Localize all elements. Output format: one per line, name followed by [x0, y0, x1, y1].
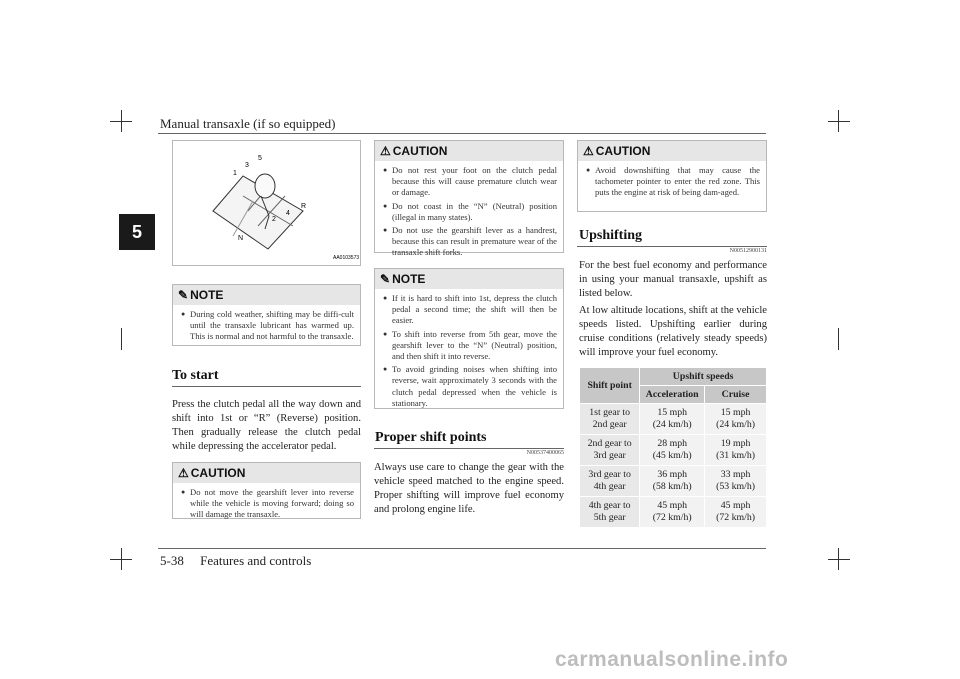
- table-header-acceleration: Acceleration: [640, 386, 705, 404]
- gear-label-1: 1: [233, 170, 237, 177]
- table-row: 3rd gear to 4th gear 36 mph (58 km/h) 33 mph (53 km/h): [580, 466, 767, 497]
- list-item: ● To shift into reverse from 5th gear, move the gearshift lever to the “N” (Neutral) position, and then shift it into reverse.: [383, 328, 557, 362]
- section-rule: [577, 246, 767, 247]
- gear-label-3: 3: [245, 162, 249, 169]
- proper-shift-paragraph: Always use care to change the gear with the vehicle speed matched to the engine speed. Proper shifting will improve fuel economy and prolong engine life.: [374, 462, 564, 515]
- section-rule: [172, 386, 361, 387]
- list-item: ● To avoid grinding noises when shifting into reverse, wait approximately 3 seconds with the clutch pedal depressed when the vehicle is stationary.: [383, 364, 557, 408]
- list-item: ● Do not move the gearshift lever into reverse while the vehicle is moving forward; doing so will damage the transaxle.: [181, 487, 354, 520]
- gear-label-n: N: [238, 235, 244, 242]
- warning-icon: ⚠: [178, 466, 189, 480]
- section-code: N00512900131: [729, 248, 767, 254]
- table-row: 4th gear to 5th gear 45 mph (72 km/h) 45 mph (72 km/h): [580, 497, 767, 528]
- chapter-tab: 5: [119, 214, 155, 250]
- gear-label-r: R: [301, 203, 307, 210]
- caution-box: [374, 140, 564, 258]
- table-header-upshift-speeds: Upshift speeds: [640, 368, 767, 386]
- page-footer: [160, 553, 311, 569]
- table-row: 1st gear to 2nd gear 15 mph (24 km/h) 15 mph (24 km/h): [580, 404, 767, 435]
- list-item: ● Do not use the gearshift lever as a handrest, because this can result in premature wear of the transaxle shift forks.: [383, 225, 557, 258]
- list-item: ● Do not rest your foot on the clutch pedal because this will cause premature clutch wear or damage.: [383, 165, 557, 198]
- list-item: ● Do not coast in the “N” (Neutral) position (illegal in many states).: [383, 200, 557, 222]
- caution-heading: ⚠ CAUTION: [578, 141, 766, 161]
- table-row: 2nd gear to 3rd gear 28 mph (45 km/h) 19 mph (31 km/h): [580, 435, 767, 466]
- list-item: ● During cold weather, shifting may be diffi-cult until the transaxle lubricant has warmed up. This is normal and not harmful to the transaxle.: [181, 309, 354, 342]
- pencil-icon: ✎: [380, 272, 391, 286]
- section-title-to-start: To start: [172, 368, 219, 383]
- page-title: Manual transaxle (if so equipped): [160, 116, 336, 131]
- gear-label-5: 5: [258, 155, 262, 162]
- footer-rule: [158, 548, 766, 549]
- figure-code: AA0103573: [333, 255, 360, 261]
- gearshift-diagram: [173, 141, 360, 265]
- caution-box: [577, 140, 767, 212]
- upshifting-paragraph-2: At low altitude locations, shift at the vehicle speeds listed. Upshifting earlier during cruise conditions (relatively steady speeds) will improve your fuel economy.: [579, 305, 767, 358]
- upshift-speeds-table: [579, 367, 767, 528]
- note-box: [172, 284, 361, 346]
- warning-icon: ⚠: [380, 144, 391, 158]
- section-title-proper-shift-points: Proper shift points: [375, 430, 487, 445]
- note-heading: ✎ NOTE: [173, 285, 360, 305]
- pencil-icon: ✎: [178, 288, 189, 302]
- upshifting-paragraph-1: For the best fuel economy and performance in using your manual transaxle, upshift as listed below.: [579, 260, 767, 299]
- caution-heading: ⚠ CAUTION: [173, 463, 360, 483]
- watermark: carmanualsonline.info: [555, 648, 789, 671]
- list-item: ● If it is hard to shift into 1st, depress the clutch pedal a second time; the shift will then be easier.: [383, 293, 557, 326]
- section-code: N00537400065: [526, 450, 564, 456]
- warning-icon: ⚠: [583, 144, 594, 158]
- list-item: ● Avoid downshifting that may cause the tachometer pointer to enter the red zone. This puts the engine at risk of being dam-aged.: [586, 165, 760, 198]
- footer-section: Features and controls: [200, 553, 312, 568]
- gear-label-2: 2: [272, 216, 276, 223]
- caution-heading: ⚠ CAUTION: [375, 141, 563, 161]
- note-box: [374, 268, 564, 409]
- header-rule: [158, 133, 766, 134]
- section-rule: [374, 448, 564, 449]
- caution-box: [172, 462, 361, 519]
- page-number: 5-38: [160, 553, 184, 568]
- gearshift-pattern-figure: [172, 140, 361, 266]
- section-title-upshifting: Upshifting: [579, 228, 643, 243]
- table-header-cruise: Cruise: [705, 386, 767, 404]
- table-header-shift-point: Shift point: [580, 368, 640, 404]
- note-heading: ✎ NOTE: [375, 269, 563, 289]
- to-start-paragraph: Press the clutch pedal all the way down and shift into 1st or “R” (Reverse) position. Then gradually release the clutch pedal while depressing the accelerator pedal.: [172, 399, 361, 452]
- gear-label-4: 4: [286, 210, 290, 217]
